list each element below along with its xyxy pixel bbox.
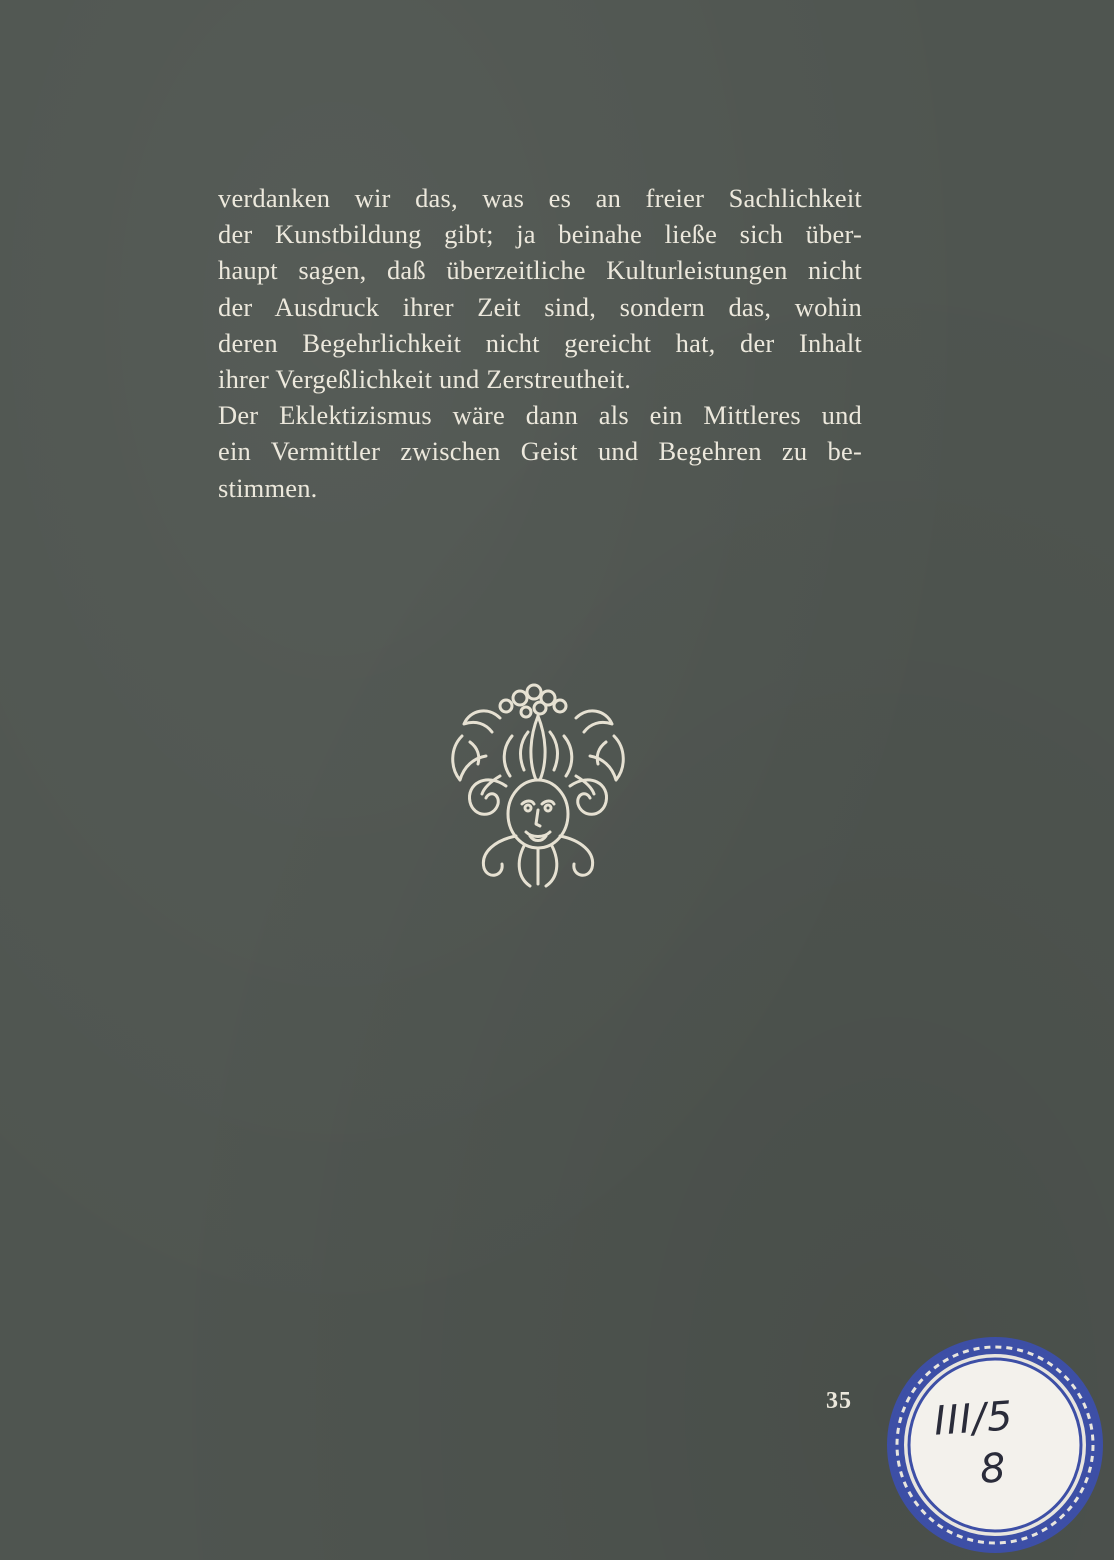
text-line: der Kunstbildung gibt; ja beinahe ließe sich über-: [218, 219, 862, 250]
body-text: [218, 180, 862, 506]
stamp-number: 8: [978, 1445, 1008, 1493]
page-number: 35: [826, 1388, 852, 1414]
text-line: der Ausdruck ihrer Zeit sind, sondern das, wohin: [218, 291, 862, 322]
text-line: ein Vermittler zwischen Geist und Begehren zu be-: [218, 436, 862, 467]
text-line: verdanken wir das, was es an freier Sachlichkeit: [218, 183, 862, 213]
text-line: Der Eklektizismus wäre dann als ein Mittleres und: [218, 400, 862, 431]
text-line: deren Begehrlichkeit nicht gereicht hat, der Inhalt: [218, 327, 862, 358]
text-line: haupt sagen, daß überzeitliche Kulturleistungen nicht: [218, 255, 862, 286]
stamp-shelf-mark: III/5: [932, 1393, 1015, 1445]
text-line: stimmen.: [218, 472, 318, 503]
stamp-label: [884, 1334, 1106, 1556]
mask-ornament-icon: [440, 676, 636, 892]
text-line: ihrer Vergeßlichkeit und Zerstreutheit.: [218, 364, 632, 395]
